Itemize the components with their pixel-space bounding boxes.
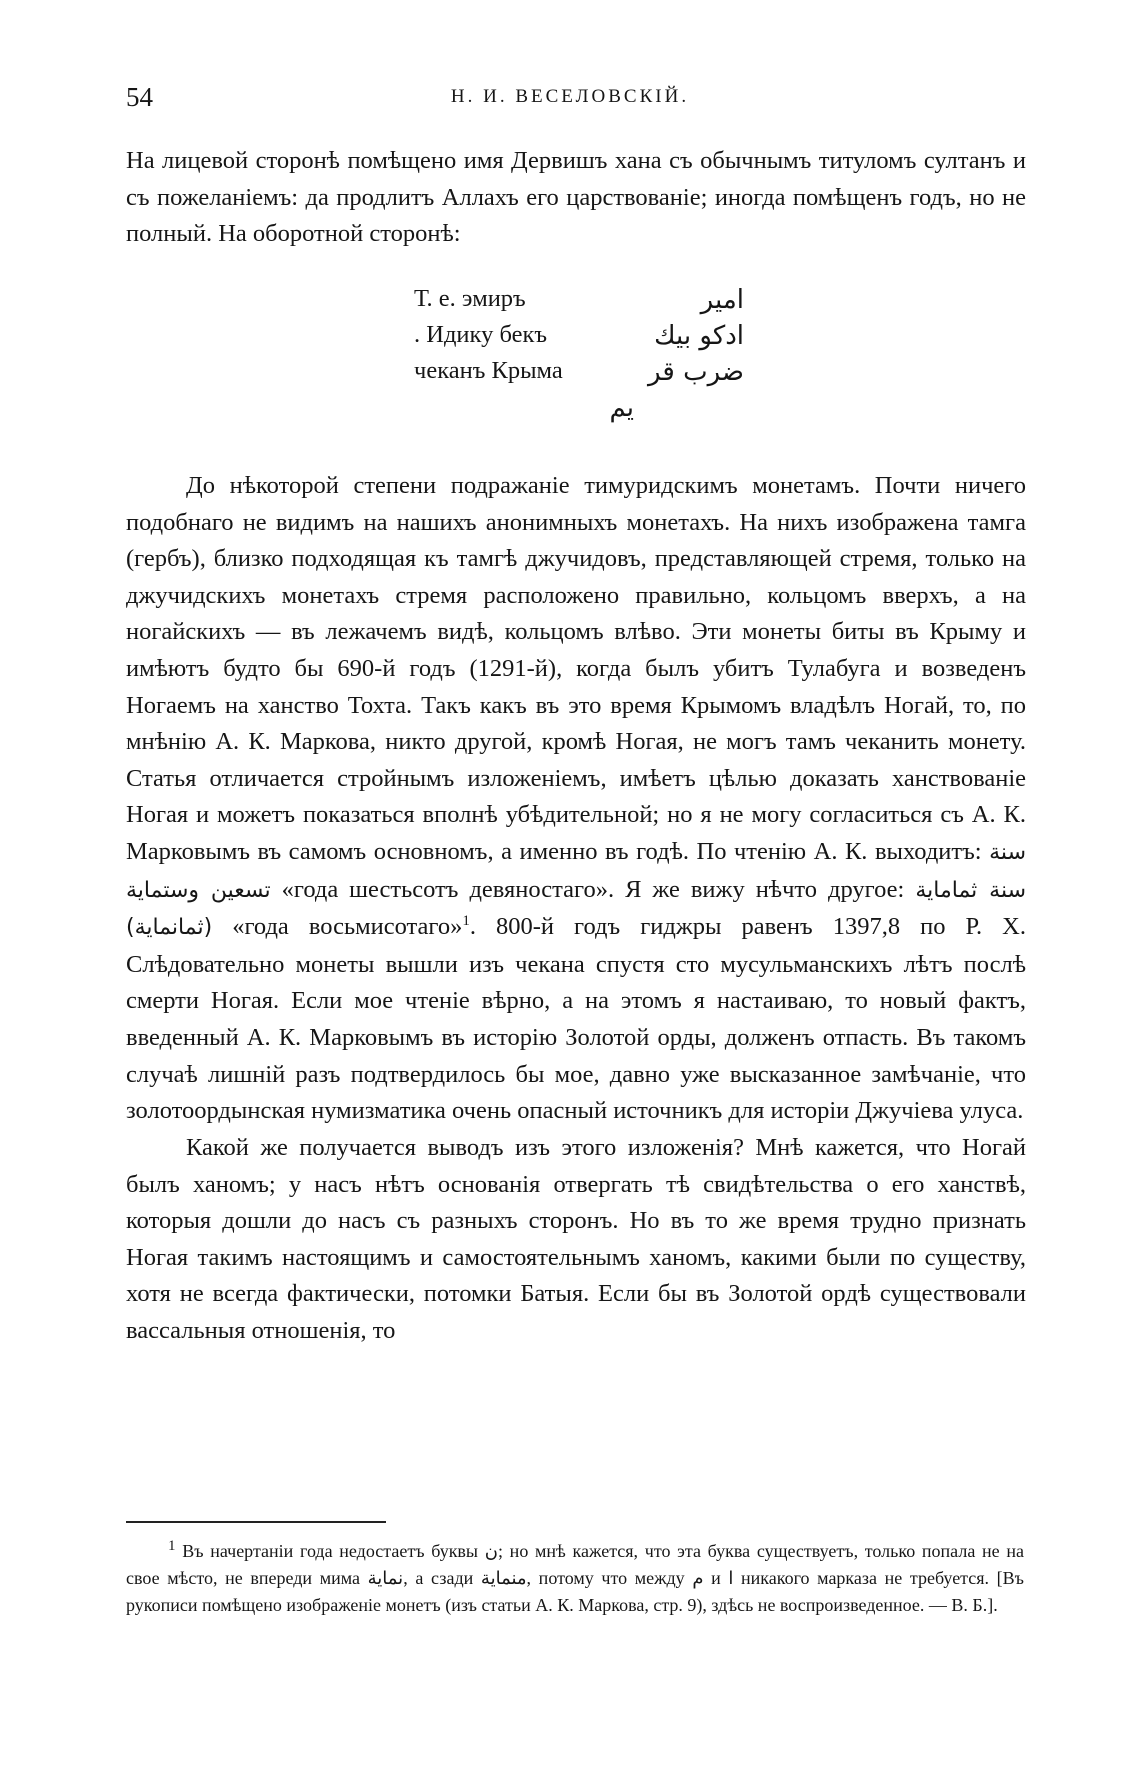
- text-run: «года шестьсотъ девяностаго». Я же вижу нѣчто другое:: [281, 875, 905, 903]
- arabic-letter: ن: [484, 1541, 498, 1562]
- inscription-translation: . Идику бекъ: [414, 321, 548, 348]
- page-number: 54: [126, 82, 153, 112]
- paragraph-conclusion: [126, 1130, 1026, 1350]
- arabic-letter: م: [692, 1568, 704, 1589]
- inscription-row: [414, 285, 744, 321]
- arabic-phrase: سنة ثماماية: [915, 877, 1027, 903]
- arabic-phrase: نماية: [367, 1568, 404, 1589]
- paragraph-tamga: [126, 468, 1026, 1130]
- footnote-divider: [126, 1521, 386, 1523]
- coin-inscription: [414, 285, 744, 435]
- paragraph-text: Какой же получается выводъ изъ этого изложенія? Мнѣ кажется, что Ногай былъ ханомъ; у насъ нѣтъ основанія отвергать тѣ свидѣтельства о его ханствѣ, которыя дошли до насъ съ разныхъ сторонъ. Но въ то же время трудно признать Ногая такимъ настоящимъ и самостоятельнымъ ханомъ, какими были по существу, хотя не всегда фактически, потомки Батыя. Если бы въ Золотой ордѣ существовали вассальныя отношенія, то: [126, 1134, 1026, 1344]
- inscription-row: [414, 357, 744, 393]
- text-run: . 800-й годъ гиджры равенъ 1397,8 по Р. Х. Слѣдовательно монеты вышли изъ чекана спустя сто мусульманскихъ лѣтъ послѣ смерти Ногая. Если мое чтеніе вѣрно, а на этомъ я настаиваю, то новый фактъ, введенный А. К. Марковымъ въ исторію Золотой орды, долженъ отпасть. Въ такомъ случаѣ лишній разъ подтвердилось бы мое, давно уже высказанное замѣчаніе, что золотоордынская нумизматика очень опасный источникъ для исторіи Джучіева улуса.: [126, 913, 1026, 1125]
- inscription-translation: чеканъ Крыма: [414, 357, 563, 384]
- text-run: , а сзади: [403, 1568, 474, 1588]
- footnote-mark: 1: [168, 1538, 176, 1554]
- arabic-phrase: سنة تسعين وستماية: [126, 839, 1027, 903]
- running-title: Н. И. ВЕСЕЛОВСКІЙ.: [450, 86, 690, 107]
- inscription-arabic: ضرب قر: [648, 357, 744, 387]
- text-run: и: [703, 1568, 729, 1588]
- paragraph-intro: На лицевой сторонѣ помѣщено имя Дервишъ хана съ обычнымъ титуломъ султанъ и съ пожеланіемъ: да продлитъ Аллахъ его царствованіе; иногда помѣщенъ годъ, но не полный. На оборотной сторонѣ:: [126, 147, 1026, 248]
- paragraph-text: [126, 468, 1026, 1130]
- page-header: [126, 82, 1014, 118]
- inscription-arabic: ادكو بيك: [654, 321, 744, 351]
- text-run: никакого марказа не требуется. [Въ рукописи помѣщено изображеніе монетъ (изъ статьи А. К. Маркова, стр. 9), здѣсь не воспроизведенное. — В. Б.].: [126, 1568, 1024, 1615]
- text-run: До нѣкоторой степени подражаніе тимуридскимъ монетамъ. Почти ничего подобнаго не видимъ на нашихъ анонимныхъ монетахъ. На нихъ изображена тамга (гербъ), близко подходящая къ тамгѣ джучидовъ, представляющей стремя, только на джучидскихъ монетахъ стремя расположено правильно, кольцомъ вверхъ, а на ногайскихъ — въ лежачемъ видѣ, кольцомъ влѣво. Эти монеты биты въ Крыму и имѣютъ будто бы 690-й годъ (1291-й), когда былъ убитъ Тулабуга и возведенъ Ногаемъ на ханство Тохта. Такъ какъ въ это время Крымомъ владѣлъ Ногай, то, по мнѣнію А. К. Маркова, никто другой, кромѣ Ногая, не могъ тамъ чеканить монету. Статья отличается стройнымъ изложеніемъ, имѣетъ цѣлью доказать ханствованіе Ногая и можетъ показаться вполнѣ убѣдительной; но я не могу согласиться съ А. К. Марковымъ въ самомъ основномъ, а именно въ годѣ. По чтенію А. К. выходитъ:: [126, 472, 1026, 865]
- text-run: ; но мнѣ кажется, что эта буква существуетъ, только попала не на свое мѣсто, не впереди мима: [126, 1541, 1024, 1588]
- inscription-row: [414, 393, 744, 429]
- arabic-phrase: منماية: [480, 1568, 527, 1589]
- footnote-reference: 1: [462, 912, 470, 929]
- arabic-letter: ا: [728, 1568, 734, 1589]
- text-run: «года восьмисотаго»: [232, 913, 463, 941]
- footnote-text: [126, 1538, 1024, 1619]
- text-run: , потому что между: [526, 1568, 685, 1588]
- inscription-translation: Т. е. эмиръ: [414, 285, 526, 312]
- inscription-arabic: يم: [609, 393, 634, 423]
- footnote: [126, 1538, 1024, 1619]
- inscription-arabic: امير: [700, 285, 744, 315]
- arabic-phrase: (ثمانماية): [126, 915, 213, 941]
- text-run: Въ начертаніи года недостаетъ буквы: [175, 1541, 479, 1561]
- inscription-row: [414, 321, 744, 357]
